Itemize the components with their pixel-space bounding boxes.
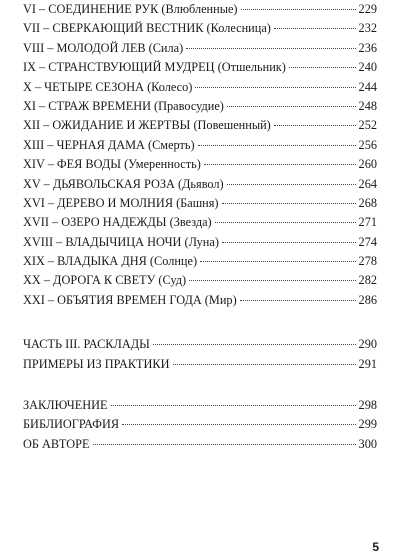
toc-entry <box>23 396 377 415</box>
toc-entry <box>23 435 377 454</box>
dot-leader <box>215 222 356 223</box>
toc-section-part3 <box>23 335 377 374</box>
toc-entry-title: IX – СТРАНСТВУЮЩИЙ МУДРЕЦ (Отшельник) <box>23 60 286 75</box>
toc-entry-page: 298 <box>358 398 377 413</box>
toc-entry-page: 240 <box>358 60 377 75</box>
toc-entry <box>23 194 377 213</box>
toc-entry <box>23 116 377 135</box>
toc-entry-page: 282 <box>358 273 377 288</box>
toc-entry-title: XVII – ОЗЕРО НАДЕЖДЫ (Звезда) <box>23 215 212 230</box>
toc-entry <box>23 335 377 354</box>
toc-entry-page: 236 <box>358 40 377 55</box>
toc-entry-title: ЗАКЛЮЧЕНИЕ <box>23 398 108 413</box>
toc-entry-page: 248 <box>358 98 377 113</box>
toc-entry-page: 232 <box>358 21 377 36</box>
dot-leader <box>222 203 356 204</box>
page-number: 5 <box>372 540 379 554</box>
toc-entry-title: VIII – МОЛОДОЙ ЛЕВ (Сила) <box>23 40 184 55</box>
dot-leader <box>241 9 356 10</box>
toc-entry <box>23 97 377 116</box>
toc-entry-page: 260 <box>358 157 377 172</box>
section-spacer <box>23 310 377 335</box>
dot-leader <box>289 67 356 68</box>
toc-entry-title: VI – СОЕДИНЕНИЕ РУК (Влюбленные) <box>23 2 238 16</box>
toc-entry <box>23 0 377 19</box>
dot-leader <box>227 106 356 107</box>
toc-entry <box>23 252 377 271</box>
toc-entry-title: XIV – ФЕЯ ВОДЫ (Умеренность) <box>23 157 201 172</box>
dot-leader <box>198 145 356 146</box>
dot-leader <box>186 48 355 49</box>
toc-entry <box>23 355 377 374</box>
dot-leader <box>274 125 356 126</box>
dot-leader <box>122 424 355 425</box>
toc-entry-page: 264 <box>358 176 377 191</box>
toc-entry-title: VII – СВЕРКАЮЩИЙ ВЕСТНИК (Колесница) <box>23 21 271 36</box>
toc-entry <box>23 175 377 194</box>
toc-entry-title: XIX – ВЛАДЫКА ДНЯ (Солнце) <box>23 254 198 269</box>
toc-entry-title: XVI – ДЕРЕВО И МОЛНИЯ (Башня) <box>23 195 219 210</box>
dot-leader <box>274 28 356 29</box>
toc-entry-page: 256 <box>358 137 377 152</box>
toc-entry <box>23 271 377 290</box>
toc-entry <box>23 233 377 252</box>
toc-entry-page: 274 <box>358 234 377 249</box>
toc-entry-page: 286 <box>358 292 377 307</box>
toc-entry-title: ЧАСТЬ III. РАСКЛАДЫ <box>23 337 150 352</box>
toc-entry-title: XV – ДЬЯВОЛЬСКАЯ РОЗА (Дьявол) <box>23 176 224 191</box>
dot-leader <box>173 364 356 365</box>
toc-entry-page: 300 <box>358 436 377 451</box>
toc-entry-title: XI – СТРАЖ ВРЕМЕНИ (Правосудие) <box>23 98 224 113</box>
toc-entry-page: 268 <box>358 195 377 210</box>
dot-leader <box>189 280 355 281</box>
toc-entry-title: XVIII – ВЛАДЫЧИЦА НОЧИ (Луна) <box>23 234 219 249</box>
toc-entry-page: 278 <box>358 254 377 269</box>
toc-entry-page: 291 <box>358 356 377 371</box>
dot-leader <box>204 164 356 165</box>
toc-entry-title: X – ЧЕТЫРЕ СЕЗОНА (Колесо) <box>23 79 193 94</box>
toc-entry <box>23 136 377 155</box>
toc-entry-title: XIII – ЧЕРНАЯ ДАМА (Смерть) <box>23 137 195 152</box>
toc-entry <box>23 58 377 77</box>
toc-entry-title: XX – ДОРОГА К СВЕТУ (Суд) <box>23 273 187 288</box>
dot-leader <box>200 261 355 262</box>
toc-entry-page: 299 <box>358 417 377 432</box>
toc-entry <box>23 78 377 97</box>
toc-entry-title: ПРИМЕРЫ ИЗ ПРАКТИКИ <box>23 356 170 371</box>
toc-entry <box>23 415 377 434</box>
dot-leader <box>222 242 356 243</box>
dot-leader <box>93 444 356 445</box>
toc-entry-title: XII – ОЖИДАНИЕ И ЖЕРТВЫ (Повешенный) <box>23 118 271 133</box>
dot-leader <box>153 344 356 345</box>
toc-entry <box>23 39 377 58</box>
dot-leader <box>195 87 355 88</box>
toc-entry-page: 252 <box>358 118 377 133</box>
dot-leader <box>240 300 356 301</box>
toc-entry-page: 244 <box>358 79 377 94</box>
toc-section-back-matter <box>23 396 377 454</box>
toc-entry <box>23 291 377 310</box>
toc-entry <box>23 213 377 232</box>
toc-entry-page: 229 <box>358 2 377 16</box>
toc-entry-page: 290 <box>358 337 377 352</box>
dot-leader <box>111 405 356 406</box>
toc-entry <box>23 155 377 174</box>
toc-entry-title: БИБЛИОГРАФИЯ <box>23 417 120 432</box>
toc-entry-title: XXI – ОБЪЯТИЯ ВРЕМЕН ГОДА (Мир) <box>23 292 237 307</box>
toc-entry <box>23 19 377 38</box>
toc-entry-page: 271 <box>358 215 377 230</box>
section-spacer <box>23 374 377 396</box>
table-of-contents <box>23 0 377 454</box>
toc-section-arcana <box>23 0 377 310</box>
dot-leader <box>227 184 356 185</box>
toc-entry-title: ОБ АВТОРЕ <box>23 436 90 451</box>
